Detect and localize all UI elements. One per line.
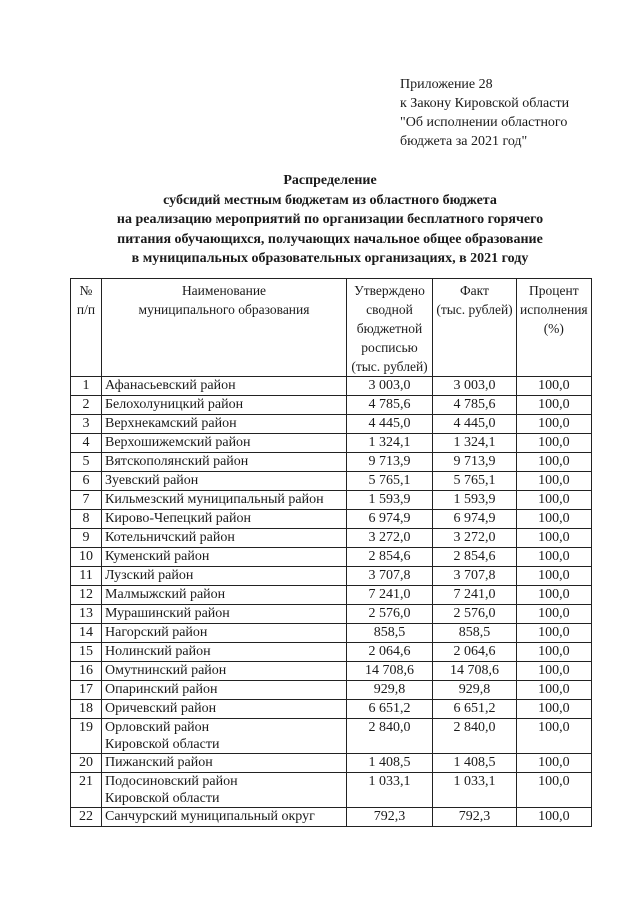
table-row xyxy=(71,491,592,510)
cell-name-line: Мурашинский район xyxy=(105,606,230,621)
cell-num: 9 xyxy=(71,529,102,548)
table-row xyxy=(71,700,592,719)
cell-name xyxy=(102,472,347,491)
title-line: субсидий местным бюджетам из областного бюджета xyxy=(163,192,497,208)
table-row xyxy=(71,434,592,453)
cell-name-line: Зуевский район xyxy=(105,473,199,488)
cell-approved: 3 272,0 xyxy=(347,529,433,548)
cell-name-line: Опаринский район xyxy=(105,682,218,697)
cell-percent: 100,0 xyxy=(517,453,592,472)
cell-name xyxy=(102,808,347,827)
cell-name-line: Верхнекамский район xyxy=(105,416,237,431)
cell-fact: 2 576,0 xyxy=(433,605,517,624)
cell-approved: 2 576,0 xyxy=(347,605,433,624)
table-row xyxy=(71,548,592,567)
cell-approved: 3 003,0 xyxy=(347,377,433,396)
appendix-line: Приложение 28 xyxy=(400,77,493,92)
table-row xyxy=(71,773,592,808)
cell-fact: 1 593,9 xyxy=(433,491,517,510)
table-row xyxy=(71,472,592,491)
table-row xyxy=(71,567,592,586)
cell-name-line: Орловский район xyxy=(105,720,210,735)
table-row xyxy=(71,681,592,700)
cell-name xyxy=(102,567,347,586)
cell-percent: 100,0 xyxy=(517,719,592,754)
cell-fact: 6 651,2 xyxy=(433,700,517,719)
cell-percent: 100,0 xyxy=(517,586,592,605)
table-row xyxy=(71,624,592,643)
cell-percent: 100,0 xyxy=(517,567,592,586)
cell-percent: 100,0 xyxy=(517,415,592,434)
cell-percent: 100,0 xyxy=(517,472,592,491)
cell-name xyxy=(102,529,347,548)
cell-fact: 4 785,6 xyxy=(433,396,517,415)
title-line: в муниципальных образовательных организациях, в 2021 году xyxy=(131,251,529,266)
table-row xyxy=(71,719,592,754)
cell-name xyxy=(102,754,347,773)
cell-num: 20 xyxy=(71,754,102,773)
cell-percent: 100,0 xyxy=(517,548,592,567)
cell-approved: 929,8 xyxy=(347,681,433,700)
cell-name-line: Верхошижемский район xyxy=(105,435,251,450)
cell-fact: 2 840,0 xyxy=(433,719,517,754)
title-line: на реализацию мероприятий по организации бесплатного горячего xyxy=(116,212,544,227)
cell-fact: 3 003,0 xyxy=(433,377,517,396)
cell-fact: 4 445,0 xyxy=(433,415,517,434)
header-approved: Утверждено сводной бюджетной росписью (тыс. рублей) xyxy=(347,279,433,377)
cell-name-line: Куменский район xyxy=(105,549,210,564)
cell-fact: 2 854,6 xyxy=(433,548,517,567)
cell-name-line: Подосиновский район xyxy=(105,774,238,789)
cell-num: 8 xyxy=(71,510,102,529)
appendix-line: к Закону Кировской области xyxy=(400,96,570,111)
cell-name-line: Нагорский район xyxy=(105,625,208,640)
table-row xyxy=(71,586,592,605)
table-header-row xyxy=(71,279,592,377)
appendix-line: "Об исполнении областного xyxy=(400,115,568,130)
cell-percent: 100,0 xyxy=(517,434,592,453)
cell-name-line: Белохолуницкий район xyxy=(105,397,244,412)
appendix-line: бюджета за 2021 год" xyxy=(400,134,528,149)
cell-approved: 1 408,5 xyxy=(347,754,433,773)
header-num: № п/п xyxy=(71,279,102,377)
header-fact: Факт (тыс. рублей) xyxy=(433,279,517,377)
title-line: Распределение xyxy=(283,173,377,188)
cell-num: 19 xyxy=(71,719,102,754)
table-row xyxy=(71,453,592,472)
cell-fact: 858,5 xyxy=(433,624,517,643)
cell-approved: 1 593,9 xyxy=(347,491,433,510)
cell-num: 1 xyxy=(71,377,102,396)
cell-percent: 100,0 xyxy=(517,510,592,529)
cell-name-line: Санчурский муниципальный округ xyxy=(105,809,315,824)
cell-num: 7 xyxy=(71,491,102,510)
cell-fact: 3 272,0 xyxy=(433,529,517,548)
cell-name xyxy=(102,415,347,434)
cell-percent: 100,0 xyxy=(517,529,592,548)
cell-approved: 2 840,0 xyxy=(347,719,433,754)
table-row xyxy=(71,605,592,624)
cell-approved: 792,3 xyxy=(347,808,433,827)
cell-name-line: Кирово-Чепецкий район xyxy=(105,511,252,526)
cell-approved: 7 241,0 xyxy=(347,586,433,605)
cell-num: 16 xyxy=(71,662,102,681)
cell-fact: 6 974,9 xyxy=(433,510,517,529)
cell-name-line: Нолинский район xyxy=(105,644,211,659)
cell-num: 6 xyxy=(71,472,102,491)
table-row xyxy=(71,643,592,662)
cell-name xyxy=(102,548,347,567)
cell-percent: 100,0 xyxy=(517,643,592,662)
cell-approved: 14 708,6 xyxy=(347,662,433,681)
cell-approved: 3 707,8 xyxy=(347,567,433,586)
table-body xyxy=(71,377,592,827)
cell-num: 13 xyxy=(71,605,102,624)
cell-fact: 7 241,0 xyxy=(433,586,517,605)
cell-name-line: Оричевский район xyxy=(105,701,217,716)
cell-fact: 1 033,1 xyxy=(433,773,517,808)
cell-fact: 929,8 xyxy=(433,681,517,700)
cell-name xyxy=(102,434,347,453)
table-row xyxy=(71,754,592,773)
cell-name-line: Малмыжский район xyxy=(105,587,226,602)
cell-name xyxy=(102,773,347,808)
cell-name xyxy=(102,586,347,605)
cell-name xyxy=(102,700,347,719)
cell-percent: 100,0 xyxy=(517,808,592,827)
cell-num: 4 xyxy=(71,434,102,453)
cell-fact: 9 713,9 xyxy=(433,453,517,472)
table-row xyxy=(71,529,592,548)
cell-num: 21 xyxy=(71,773,102,808)
cell-name xyxy=(102,491,347,510)
cell-percent: 100,0 xyxy=(517,605,592,624)
table-row xyxy=(71,510,592,529)
cell-num: 22 xyxy=(71,808,102,827)
cell-name xyxy=(102,643,347,662)
cell-num: 10 xyxy=(71,548,102,567)
subsidy-table xyxy=(70,278,592,827)
cell-fact: 1 324,1 xyxy=(433,434,517,453)
cell-name-line: Кировской области xyxy=(105,791,220,806)
cell-name xyxy=(102,377,347,396)
cell-name-line: Лузский район xyxy=(105,568,194,583)
cell-name-line: Котельничский район xyxy=(105,530,235,545)
table-row xyxy=(71,377,592,396)
header-percent: Процент исполнения (%) xyxy=(517,279,592,377)
table-row xyxy=(71,808,592,827)
cell-num: 15 xyxy=(71,643,102,662)
cell-approved: 1 033,1 xyxy=(347,773,433,808)
cell-name-line: Кировской области xyxy=(105,737,220,752)
cell-approved: 4 785,6 xyxy=(347,396,433,415)
cell-name-line: Вятскополянский район xyxy=(105,454,249,469)
cell-num: 5 xyxy=(71,453,102,472)
cell-percent: 100,0 xyxy=(517,700,592,719)
cell-approved: 6 651,2 xyxy=(347,700,433,719)
cell-approved: 6 974,9 xyxy=(347,510,433,529)
cell-approved: 2 064,6 xyxy=(347,643,433,662)
cell-percent: 100,0 xyxy=(517,681,592,700)
appendix-header xyxy=(400,75,569,151)
cell-num: 12 xyxy=(71,586,102,605)
cell-num: 14 xyxy=(71,624,102,643)
cell-num: 11 xyxy=(71,567,102,586)
cell-name xyxy=(102,510,347,529)
cell-approved: 858,5 xyxy=(347,624,433,643)
cell-num: 17 xyxy=(71,681,102,700)
cell-name xyxy=(102,681,347,700)
table-row xyxy=(71,396,592,415)
cell-name xyxy=(102,719,347,754)
cell-name-line: Кильмезский муниципальный район xyxy=(105,492,324,507)
cell-percent: 100,0 xyxy=(517,491,592,510)
cell-name-line: Омутнинский район xyxy=(105,663,227,678)
title-line: питания обучающихся, получающих начальное общее образование xyxy=(117,231,543,247)
document-title xyxy=(60,171,600,269)
cell-percent: 100,0 xyxy=(517,396,592,415)
cell-approved: 1 324,1 xyxy=(347,434,433,453)
table-row xyxy=(71,415,592,434)
cell-approved: 2 854,6 xyxy=(347,548,433,567)
cell-name xyxy=(102,624,347,643)
cell-fact: 5 765,1 xyxy=(433,472,517,491)
cell-fact: 14 708,6 xyxy=(433,662,517,681)
cell-percent: 100,0 xyxy=(517,377,592,396)
header-name: Наименование муниципального образования xyxy=(102,279,347,377)
cell-name xyxy=(102,605,347,624)
cell-name xyxy=(102,396,347,415)
cell-percent: 100,0 xyxy=(517,624,592,643)
cell-fact: 792,3 xyxy=(433,808,517,827)
cell-percent: 100,0 xyxy=(517,773,592,808)
cell-percent: 100,0 xyxy=(517,754,592,773)
cell-fact: 3 707,8 xyxy=(433,567,517,586)
cell-fact: 2 064,6 xyxy=(433,643,517,662)
cell-name xyxy=(102,662,347,681)
cell-approved: 5 765,1 xyxy=(347,472,433,491)
cell-num: 3 xyxy=(71,415,102,434)
table-row xyxy=(71,662,592,681)
cell-fact: 1 408,5 xyxy=(433,754,517,773)
cell-approved: 9 713,9 xyxy=(347,453,433,472)
cell-num: 2 xyxy=(71,396,102,415)
cell-name xyxy=(102,453,347,472)
cell-approved: 4 445,0 xyxy=(347,415,433,434)
cell-name-line: Пижанский район xyxy=(105,755,213,770)
cell-num: 18 xyxy=(71,700,102,719)
cell-percent: 100,0 xyxy=(517,662,592,681)
cell-name-line: Афанасьевский район xyxy=(105,378,236,393)
